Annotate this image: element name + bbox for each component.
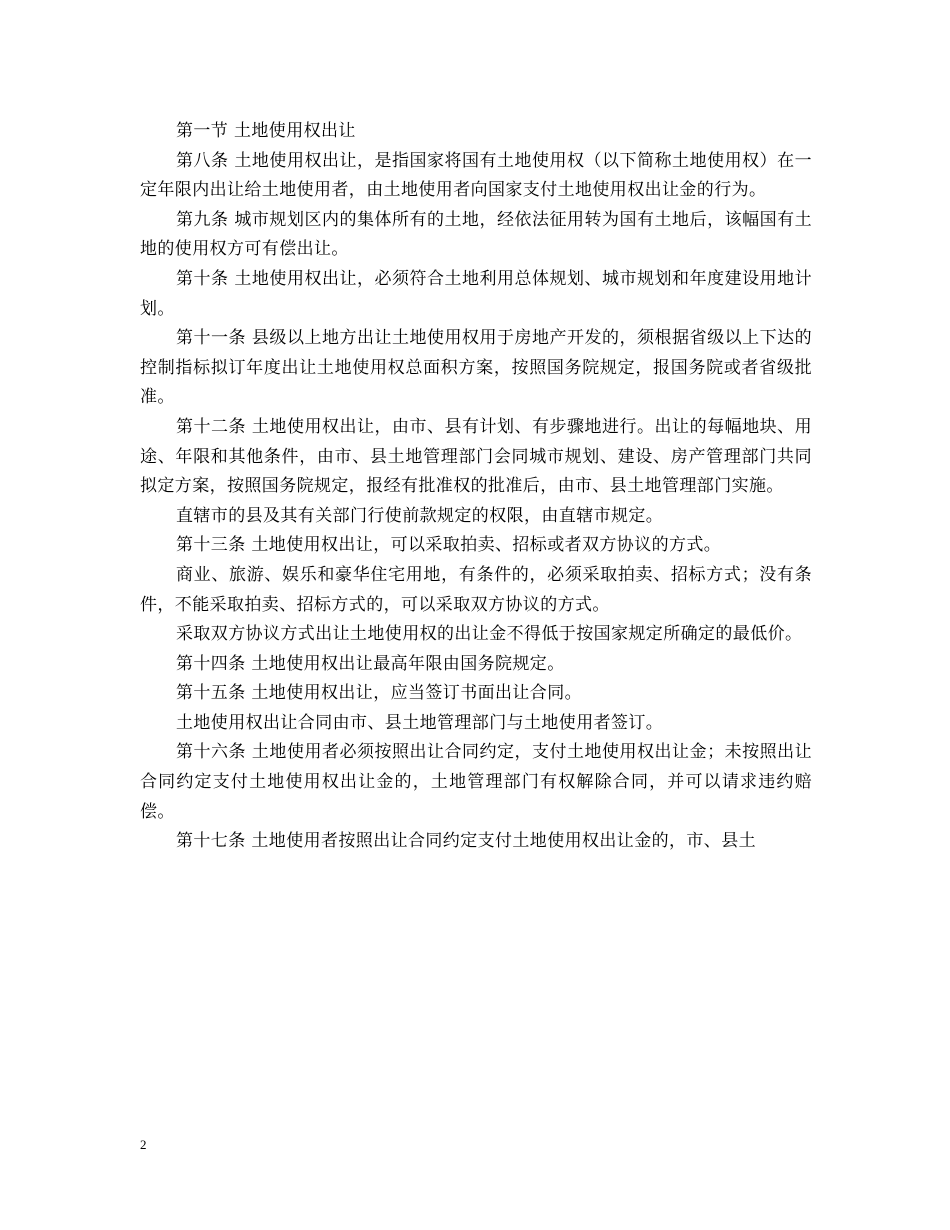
article-17: 第十七条 土地使用者按照出让合同约定支付土地使用权出让金的，市、县土 xyxy=(176,831,757,852)
article-14: 第十四条 土地使用权出让最高年限由国务院规定。 xyxy=(176,653,565,674)
page-number: 2 xyxy=(140,1137,147,1152)
article-8: 第八条 土地使用权出让，是指国家将国有土地使用权（以下简称土地使用权）在一定年限内出让给土地使用者，由土地使用者向国家支付土地使用权出让金的行为。 xyxy=(140,150,812,201)
article-9: 第九条 城市规划区内的集体所有的土地，经依法征用转为国有土地后，该幅国有土地的使用权方可有偿出让。 xyxy=(140,209,812,260)
article-13: 第十三条 土地使用权出让，可以采取拍卖、招标或者双方协议的方式。 xyxy=(176,535,722,556)
article-12-clause-2: 直辖市的县及其有关部门行使前款规定的权限，由直辖市规定。 xyxy=(176,505,664,526)
document-body xyxy=(140,117,812,857)
article-15-clause-2: 土地使用权出让合同由市、县土地管理部门与土地使用者签订。 xyxy=(176,712,664,733)
article-11: 第十一条 县级以上地方出让土地使用权用于房地产开发的，须根据省级以上下达的控制指标拟订年度出让土地使用权总面积方案，按照国务院规定，报国务院或者省级批准。 xyxy=(140,328,812,408)
article-13-clause-3: 采取双方协议方式出让土地使用权的出让金不得低于按国家规定所确定的最低价。 xyxy=(176,624,803,645)
article-15: 第十五条 土地使用权出让，应当签订书面出让合同。 xyxy=(176,683,583,704)
article-12: 第十二条 土地使用权出让，由市、县有计划、有步骤地进行。出让的每幅地块、用途、年限和其他条件，由市、县土地管理部门会同城市规划、建设、房产管理部门共同拟定方案，按照国务院规定，报经有批准权的批准后，由市、县土地管理部门实施。 xyxy=(140,416,812,497)
article-10: 第十条 土地使用权出让，必须符合土地利用总体规划、城市规划和年度建设用地计划。 xyxy=(140,268,812,319)
article-13-clause-2: 商业、旅游、娱乐和豪华住宅用地，有条件的，必须采取拍卖、招标方式；没有条件，不能采取拍卖、招标方式的，可以采取双方协议的方式。 xyxy=(140,564,812,615)
article-16: 第十六条 土地使用者必须按照出让合同约定，支付土地使用权出让金；未按照出让合同约定支付土地使用权出让金的，土地管理部门有权解除合同，并可以请求违约赔偿。 xyxy=(140,742,812,822)
section-heading: 第一节 土地使用权出让 xyxy=(176,121,356,141)
